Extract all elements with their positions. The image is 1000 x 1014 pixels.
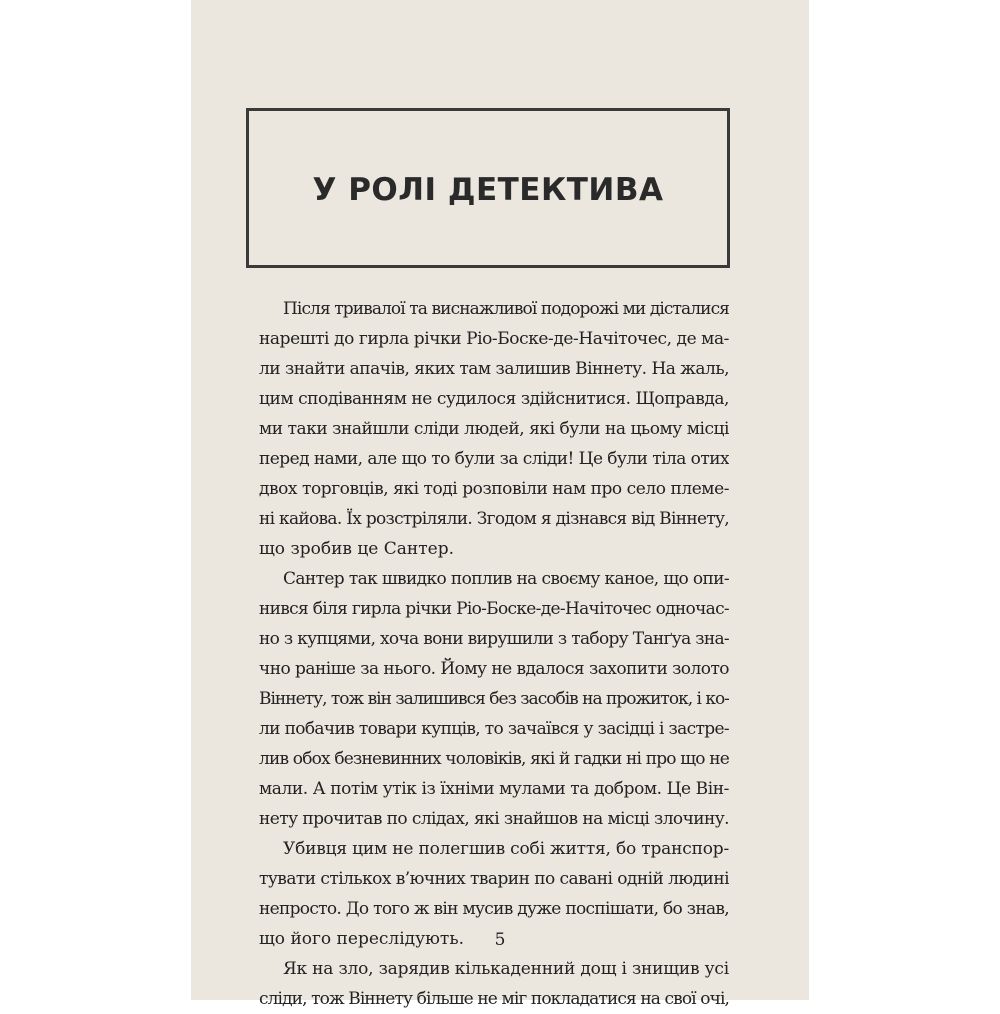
text-line: ми таки знайшли сліди людей, які були на цьому місці [259,419,729,439]
text-line: Після тривалої та виснажливої подорожі ми дісталися [283,299,729,319]
text-line: тувати стількох в’ючних тварин по савані одній людині [259,869,729,889]
text-line: Сантер так швидко поплив на своєму каное, що опи- [283,569,729,589]
chapter-title: У РОЛІ ДЕТЕКТИВА [312,172,664,208]
text-line: ні кайова. Їх розстріляли. Згодом я дізнався від Віннету, [259,509,729,529]
chapter-heading-box [246,108,730,268]
text-line: що зробив це Сантер. [259,539,454,559]
text-line: цим сподіванням не судилося здійснитися. Щоправда, [259,389,729,409]
text-line: що його переслідують. [259,929,464,949]
text-line: чно раніше за нього. Йому не вдалося захопити золото [259,659,729,679]
text-line: мали. А потім утік із їхніми мулами та добром. Це Він- [259,779,729,799]
text-line: двох торговців, які тоді розповіли нам про село племе- [259,479,729,499]
text-line: Як на зло, зарядив кількаденний дощ і знищив усі [283,959,729,979]
body-text [259,294,729,1014]
text-line: непросто. До того ж він мусив дуже поспішати, бо знав, [259,899,729,919]
text-line: перед нами, але що то були за сліди! Це були тіла отих [259,449,729,469]
text-line: Віннету, тож він залишився без засобів на прожиток, і ко- [259,689,729,709]
text-line: нився біля гирла річки Ріо-Боске-де-Начіточес одночас- [259,599,729,619]
text-line: Убивця цим не полегшив собі життя, бо транспор- [283,839,729,859]
book-page [191,0,809,1009]
text-line: лив обох безневинних чоловіків, які й гадки ні про що не [259,749,729,769]
text-line: ли знайти апачів, яких там залишив Віннету. На жаль, [259,359,729,379]
text-line: нету прочитав по слідах, які знайшов на місці злочину. [259,809,729,829]
text-line: ли побачив товари купців, то зачаївся у засідці і застре- [259,719,729,739]
text-line: сліди, тож Віннету більше не міг покладатися на свої очі, [259,989,729,1009]
page-number: 5 [494,930,506,950]
text-line: но з купцями, хоча вони вирушили з табору Танґуа зна- [259,629,729,649]
text-line: нарешті до гирла річки Ріо-Боске-де-Начіточес, де ма- [259,329,729,349]
